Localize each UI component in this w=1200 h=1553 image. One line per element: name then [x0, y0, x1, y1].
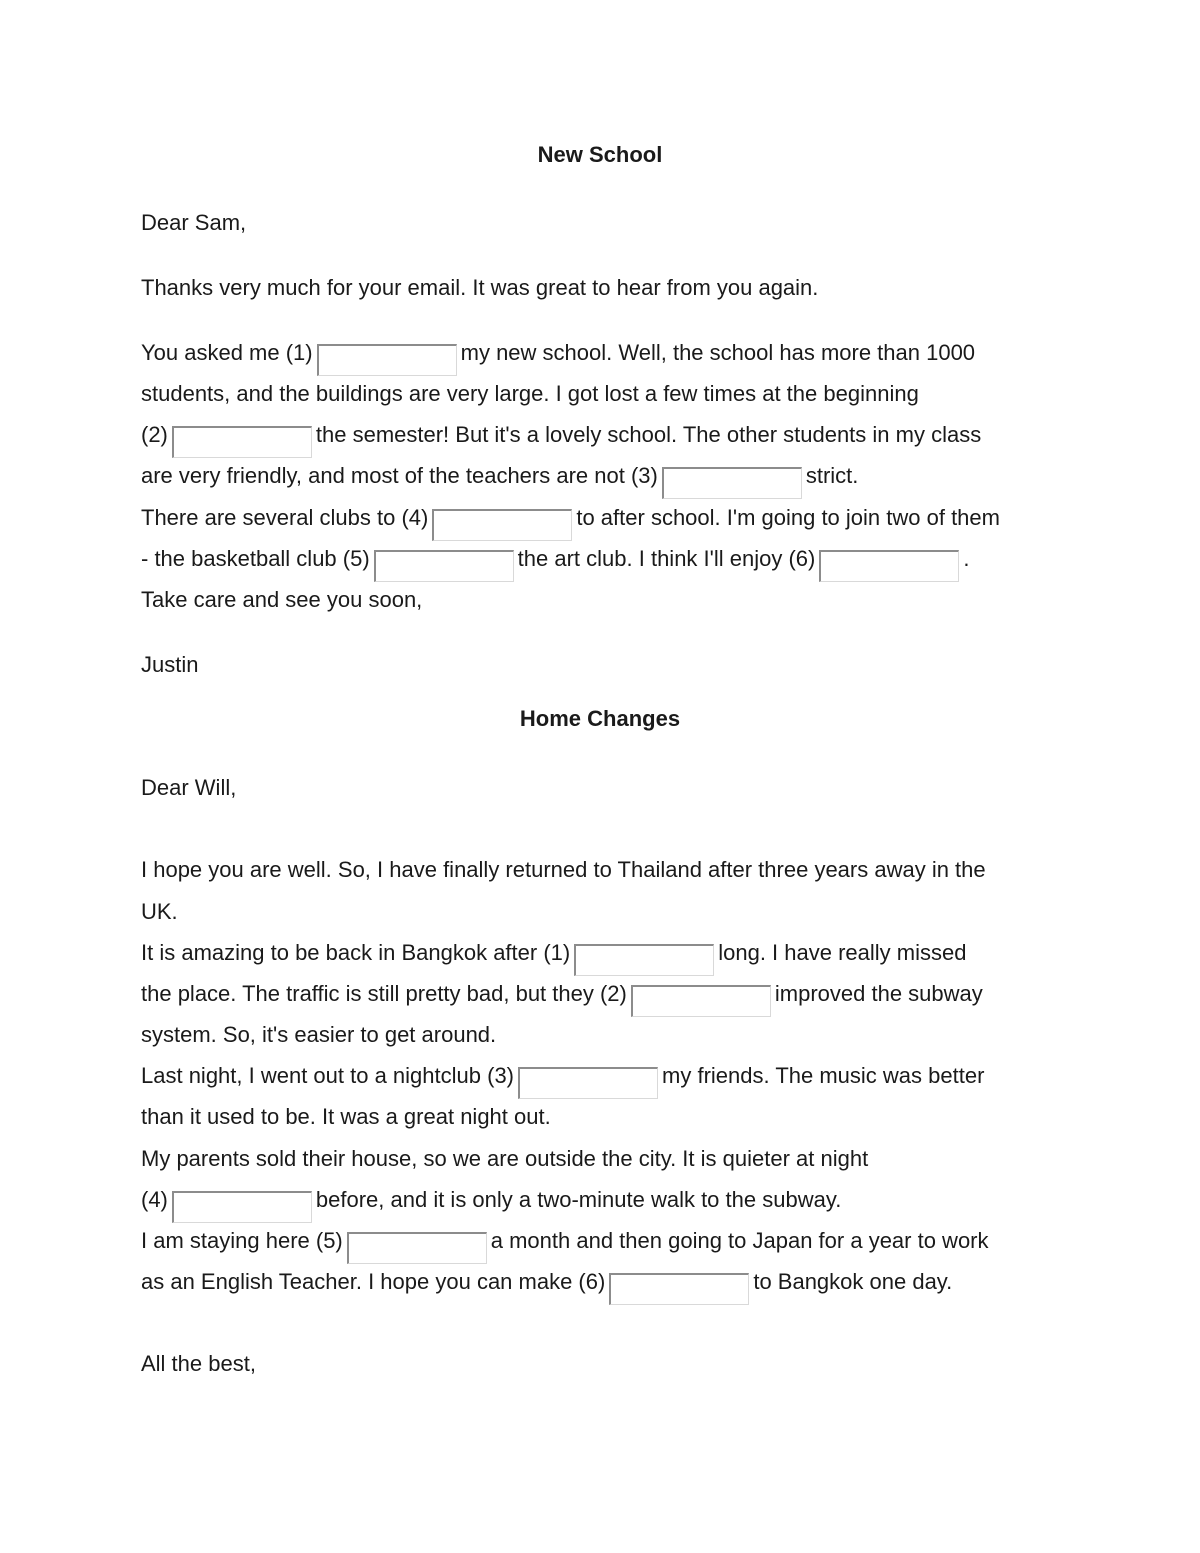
letter1-text: (2) — [141, 422, 168, 447]
letter1-line — [141, 338, 975, 376]
letter2-line: UK. — [141, 899, 178, 924]
letter2-text: long. I have really missed — [718, 940, 967, 965]
letter2-greeting: Dear Will, — [141, 775, 237, 800]
letter2-text: as an English Teacher. I hope you can make (6) — [141, 1269, 606, 1294]
letter2-closing: All the best, — [141, 1351, 256, 1376]
letter1-text: . — [963, 546, 970, 571]
letter1-blank-3[interactable] — [662, 467, 802, 499]
letter1-blank-6[interactable] — [819, 550, 959, 582]
letter2-line — [141, 938, 966, 976]
letter1-line — [141, 420, 981, 458]
letter1-signature: Justin — [141, 652, 199, 677]
letter2-text: the place. The traffic is still pretty bad, but they (2) — [141, 981, 627, 1006]
letter2-title: Home Changes — [519, 706, 681, 731]
letter1-text: to after school. I'm going to join two of them — [576, 505, 1000, 530]
letter1-blank-1[interactable] — [317, 344, 457, 376]
letter1-blank-5[interactable] — [374, 550, 514, 582]
letter2-line — [141, 1226, 989, 1264]
letter2-text: a month and then going to Japan for a year to work — [490, 1228, 989, 1253]
letter1-text: You asked me (1) — [141, 340, 313, 365]
letter1-closing: Take care and see you soon, — [141, 587, 423, 612]
letter2-line: than it used to be. It was a great night out. — [141, 1104, 551, 1129]
letter1-greeting: Dear Sam, — [141, 210, 247, 235]
letter1-line — [141, 461, 858, 499]
letter1-line — [141, 544, 969, 582]
letter2-line: My parents sold their house, so we are outside the city. It is quieter at night — [141, 1146, 869, 1171]
letter1-blank-4[interactable] — [432, 509, 572, 541]
letter2-blank-1[interactable] — [574, 944, 714, 976]
letter2-line — [141, 1267, 952, 1305]
letter2-text: (4) — [141, 1187, 168, 1212]
letter1-paragraph-1: Thanks very much for your email. It was great to hear from you again. — [141, 275, 819, 300]
letter2-text: Last night, I went out to a nightclub (3) — [141, 1063, 515, 1088]
letter1-text: There are several clubs to (4) — [141, 505, 429, 530]
letter2-line: system. So, it's easier to get around. — [141, 1022, 497, 1047]
letter1-text: my new school. Well, the school has more than 1000 — [460, 340, 976, 365]
letter2-text: improved the subway — [774, 981, 983, 1006]
letter1-text: the semester! But it's a lovely school. The other students in my class — [315, 422, 982, 447]
letter1-text: are very friendly, and most of the teachers are not (3) — [141, 463, 658, 488]
letter2-blank-4[interactable] — [172, 1191, 312, 1223]
letter2-text: I am staying here (5) — [141, 1228, 343, 1253]
letter2-text: before, and it is only a two-minute walk to the subway. — [315, 1187, 842, 1212]
letter2-line — [141, 1185, 841, 1223]
letter1-blank-2[interactable] — [172, 426, 312, 458]
letter2-blank-5[interactable] — [347, 1232, 487, 1264]
letter2-blank-6[interactable] — [609, 1273, 749, 1305]
letter2-line — [141, 1061, 984, 1099]
letter1-text: strict. — [805, 463, 859, 488]
letter2-text: It is amazing to be back in Bangkok after (1) — [141, 940, 571, 965]
letter2-blank-2[interactable] — [631, 985, 771, 1017]
letter1-line: students, and the buildings are very large. I got lost a few times at the beginning — [141, 381, 919, 406]
letter2-line — [141, 979, 983, 1017]
letter2-blank-3[interactable] — [518, 1067, 658, 1099]
worksheet-page — [141, 0, 1071, 1553]
letter1-line — [141, 503, 1000, 541]
letter2-text: to Bangkok one day. — [753, 1269, 953, 1294]
letter1-text: the art club. I think I'll enjoy (6) — [517, 546, 816, 571]
letter2-text: my friends. The music was better — [662, 1063, 985, 1088]
letter1-title: New School — [537, 142, 663, 167]
letter1-text: - the basketball club (5) — [141, 546, 370, 571]
letter2-line: I hope you are well. So, I have finally returned to Thailand after three years away in the — [141, 857, 986, 882]
